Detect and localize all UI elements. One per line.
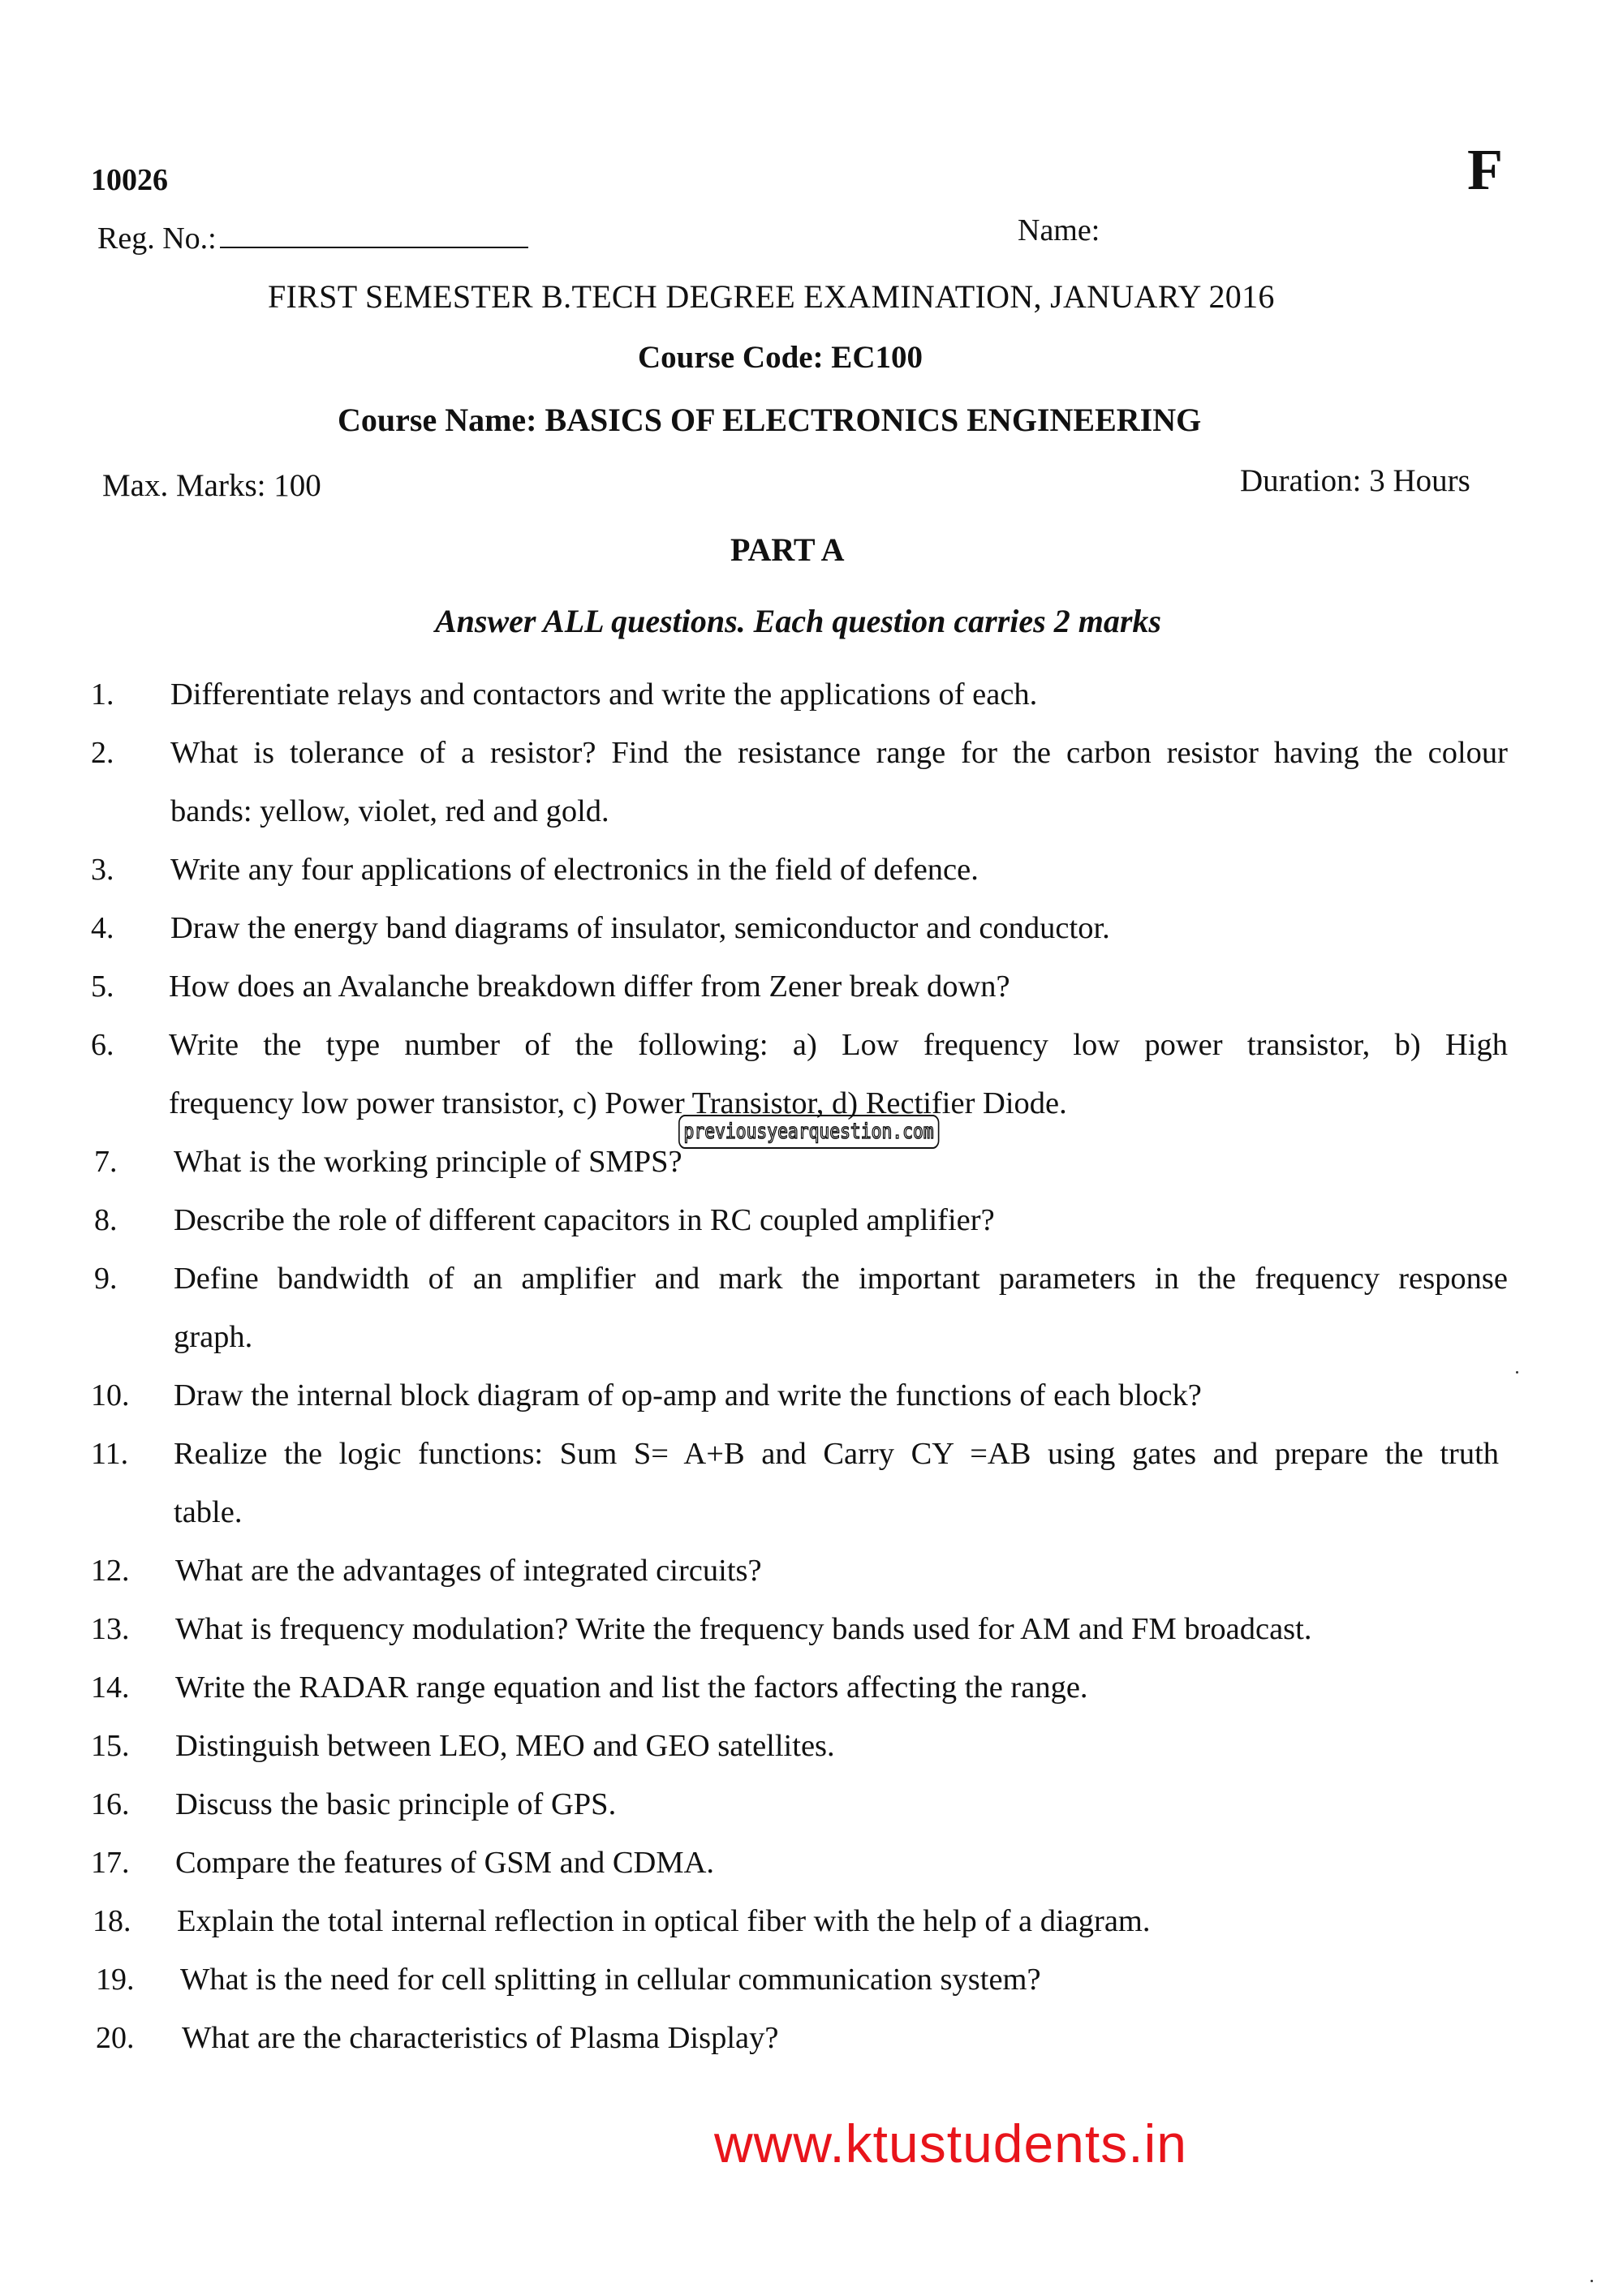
question-text: How does an Avalanche breakdown differ from Zener break down? [169,970,1010,1004]
question-number: 2. [91,736,114,770]
question-text: What is frequency modulation? Write the frequency bands used for AM and FM broadcast. [175,1612,1312,1646]
question-number: 11. [91,1437,129,1471]
question-text: What is the working principle of SMPS? [174,1145,682,1179]
question-text: Compare the features of GSM and CDMA. [175,1846,714,1880]
question-text: What is tolerance of a resistor? Find the resistance range for the carbon resistor having the colour [170,736,1508,770]
footer-url: www.ktustudents.in [714,2113,1187,2173]
question-number: 10. [91,1378,130,1412]
question-number: 19. [96,1963,135,1997]
reg-no-field [97,221,528,256]
watermark-stamp: previousyearquestion.com [678,1115,939,1149]
course-name: Course Name: BASICS OF ELECTRONICS ENGINEERING [338,402,1202,438]
max-marks: Max. Marks: 100 [102,468,321,503]
question-text: Draw the energy band diagrams of insulator, semiconductor and conductor. [170,911,1110,945]
question-text: What are the advantages of integrated circuits? [175,1554,762,1588]
question-text: table. [174,1495,243,1529]
question-text: Describe the role of different capacitors in RC coupled amplifier? [174,1203,995,1237]
question-number: 20. [96,2021,135,2055]
reg-no-label: Reg. No.: [97,221,217,256]
question-text: What is the need for cell splitting in cellular communication system? [180,1963,1041,1997]
question-number: 12. [91,1554,130,1588]
question-text: Differentiate relays and contactors and write the applications of each. [170,677,1038,712]
paper-code: 10026 [91,163,168,197]
question-text: Realize the logic functions: Sum S= A+B and Carry CY =AB using gates and prepare the truth [174,1437,1500,1471]
course-code: Course Code: EC100 [638,340,923,375]
question-number: 3. [91,853,114,887]
question-number: 5. [91,970,114,1004]
question-number: 4. [91,911,114,945]
question-number: 9. [94,1262,118,1296]
scan-speck [1591,2280,1593,2282]
exam-title: FIRST SEMESTER B.TECH DEGREE EXAMINATION, JANUARY 2016 [268,278,1275,315]
reg-no-blank-line [220,222,528,248]
question-number: 16. [91,1787,130,1821]
scan-speck [1516,1371,1518,1374]
question-number: 13. [91,1612,130,1646]
question-text: bands: yellow, violet, red and gold. [170,794,609,828]
name-label: Name: [1018,213,1100,247]
question-text: Discuss the basic principle of GPS. [175,1787,617,1821]
question-number: 1. [91,677,114,712]
question-text: Draw the internal block diagram of op-amp and write the functions of each block? [174,1378,1202,1412]
duration: Duration: 3 Hours [1240,463,1470,498]
question-text: Distinguish between LEO, MEO and GEO satellites. [175,1729,835,1763]
part-instruction: Answer ALL questions. Each question carries 2 marks [435,603,1161,639]
question-text: Write the type number of the following: a) Low frequency low power transistor, b) High [169,1028,1508,1062]
question-text: Write any four applications of electronics in the field of defence. [170,853,979,887]
question-number: 18. [93,1904,131,1938]
question-text: frequency low power transistor, c) Power Transistor, d) Rectifier Diode. [169,1086,1067,1120]
question-number: 6. [91,1028,114,1062]
question-text: What are the characteristics of Plasma Display? [182,2021,779,2055]
question-text: Define bandwidth of an amplifier and mark the important parameters in the frequency response [174,1262,1508,1296]
question-number: 7. [94,1145,118,1179]
question-number: 17. [91,1846,130,1880]
set-letter: F [1467,137,1503,202]
question-text: Explain the total internal reflection in optical fiber with the help of a diagram. [177,1904,1151,1938]
part-title: PART A [730,531,845,568]
question-text: graph. [174,1320,253,1354]
question-number: 14. [91,1670,130,1705]
question-number: 15. [91,1729,130,1763]
question-number: 8. [94,1203,118,1237]
question-text: Write the RADAR range equation and list the factors affecting the range. [175,1670,1088,1705]
